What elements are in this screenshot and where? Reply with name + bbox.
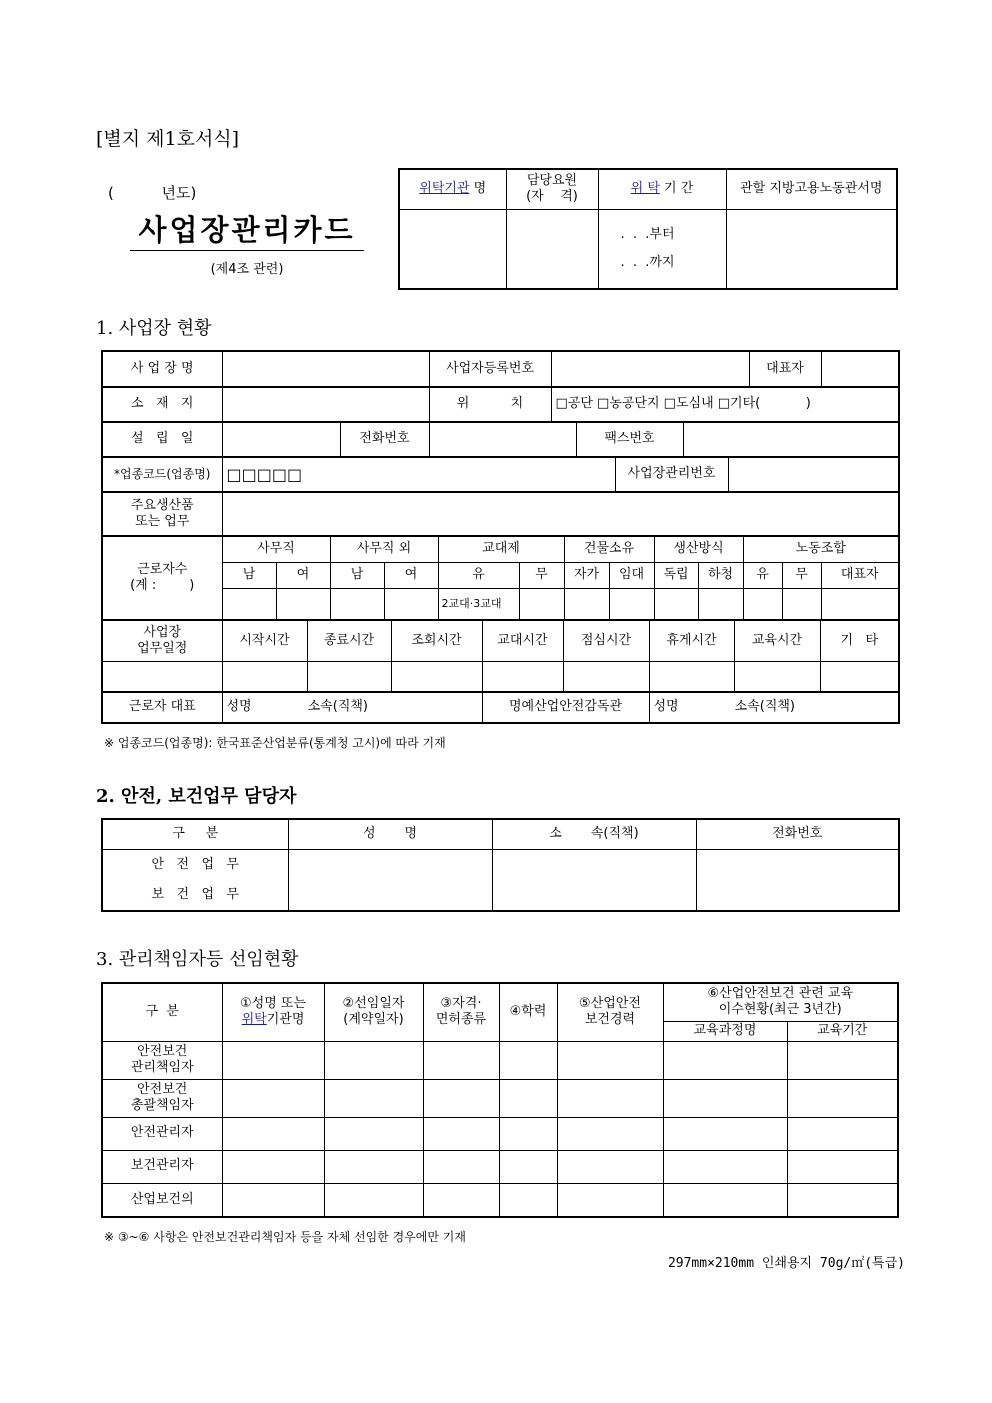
non-office-header: 사무직 외 [330, 537, 438, 563]
s1-row4 [101, 457, 900, 492]
s3-cell[interactable] [557, 1079, 663, 1117]
established-label: 설 립 일 [102, 423, 222, 457]
non-office-female: 여 [384, 563, 438, 589]
schedule-lunch: 점심시간 [563, 621, 649, 662]
s1-row2 [101, 387, 900, 422]
building-own-field[interactable] [564, 589, 609, 620]
union-header: 노동조합 [743, 537, 899, 563]
non-office-female-field[interactable] [384, 589, 438, 620]
production-independent-field[interactable] [654, 589, 698, 620]
union-rep-field[interactable] [821, 589, 899, 620]
building-rent-field[interactable] [609, 589, 654, 620]
office-female: 여 [276, 563, 330, 589]
position-options[interactable]: □공단 □농공단지 □도심내 □기타( ) [551, 388, 899, 422]
s3-cell[interactable] [324, 1117, 423, 1150]
s3-header-training: ⑥산업안전보건 관련 교육 이수현황(최근 3년간) [663, 983, 898, 1021]
s3-cell[interactable] [423, 1041, 499, 1079]
s2-header-affiliation: 소 속(직책) [492, 819, 696, 849]
union-rep: 대표자 [821, 563, 899, 589]
section1-heading: 1. 사업장 현황 [96, 318, 212, 339]
s3-cell[interactable] [663, 1150, 787, 1183]
honorary-supervisor-field[interactable]: 성명 소속(직책) [649, 693, 899, 724]
office-header: 사무직 [222, 537, 330, 563]
office-male: 남 [222, 563, 276, 589]
staff-value[interactable] [506, 209, 598, 289]
header-cell-office: 관할 지방고용노동관서명 [726, 169, 897, 209]
section2-heading: 2. 안전, 보건업무 담당자 [96, 786, 297, 807]
title-rule [130, 250, 364, 251]
s3-cell[interactable] [787, 1041, 898, 1079]
workplace-name-label: 사 업 장 명 [102, 351, 222, 387]
s3-cell[interactable] [663, 1041, 787, 1079]
industry-code-boxes[interactable]: □□□□□ [222, 458, 615, 492]
page-title: 사업장관리카드 [138, 213, 356, 247]
s3-header-course: 교육과정명 [663, 1021, 787, 1041]
s2-header-gubun: 구 분 [102, 819, 288, 849]
agency-value[interactable] [399, 209, 506, 289]
s2-name-field[interactable] [288, 849, 492, 911]
s3-header-period: 교육기간 [787, 1021, 898, 1041]
s3-cell[interactable] [557, 1183, 663, 1217]
schedule-training: 교육시간 [734, 621, 820, 662]
union-yes-field[interactable] [743, 589, 782, 620]
s3-cell[interactable] [222, 1183, 324, 1217]
s3-cell[interactable] [324, 1150, 423, 1183]
s2-header-name: 성 명 [288, 819, 492, 849]
office-value[interactable] [726, 209, 897, 289]
s3-cell[interactable] [324, 1079, 423, 1117]
page-subtitle: (제4조 관련) [210, 262, 284, 277]
workplace-mgmt-no-field[interactable] [728, 458, 899, 492]
s3-cell[interactable] [787, 1183, 898, 1217]
header-table [398, 168, 898, 290]
main-products-field[interactable] [222, 493, 899, 536]
fax-label: 팩스번호 [576, 423, 683, 457]
fax-field[interactable] [683, 423, 899, 457]
form-label: [별지 제1호서식] [96, 128, 240, 150]
s3-row-label: 산업보건의 [102, 1183, 222, 1217]
non-office-male-field[interactable] [330, 589, 384, 620]
shift-header: 교대제 [438, 537, 564, 563]
workplace-mgmt-no-label: 사업장관리번호 [615, 458, 728, 492]
schedule-shift: 교대시간 [482, 621, 563, 662]
s3-cell[interactable] [663, 1117, 787, 1150]
s3-cell[interactable] [423, 1117, 499, 1150]
main-products-label: 주요생산품 또는 업무 [102, 493, 222, 536]
production-subcontract-field[interactable] [698, 589, 743, 620]
s3-cell[interactable] [499, 1079, 557, 1117]
office-male-field[interactable] [222, 589, 276, 620]
building-header: 건물소유 [564, 537, 654, 563]
schedule-break: 휴게시간 [649, 621, 734, 662]
s1-schedule [101, 620, 900, 692]
production-header: 생산방식 [654, 537, 743, 563]
section2-table [101, 818, 900, 912]
established-field[interactable] [222, 423, 340, 457]
union-no-field[interactable] [782, 589, 821, 620]
workers-label: 근로자수 (계 : ) [102, 537, 222, 620]
location-field[interactable] [222, 388, 429, 422]
s3-header-date: ②선임일자 (계약일자) [324, 983, 423, 1041]
schedule-other-field[interactable] [820, 662, 899, 692]
header-cell-staff: 담당요원 (자 격) [506, 169, 598, 209]
paper-spec: 297mm×210mm 인쇄용지 70g/㎡(특급) [667, 1256, 905, 1271]
schedule-end: 종료시간 [307, 621, 391, 662]
period-value[interactable]: . . .부터 . . .까지 [598, 209, 726, 289]
schedule-start-field[interactable] [222, 662, 307, 692]
s3-cell[interactable] [222, 1041, 324, 1079]
s3-header-name: ①성명 또는 위탁기관명 [222, 983, 324, 1041]
s3-cell[interactable] [557, 1117, 663, 1150]
production-subcontract: 하청 [698, 563, 743, 589]
schedule-break-field[interactable] [649, 662, 734, 692]
s3-cell[interactable] [499, 1041, 557, 1079]
s3-cell[interactable] [222, 1150, 324, 1183]
s1-workers [101, 536, 900, 620]
industry-code-label: *업종코드(업종명) [102, 458, 222, 492]
s3-row-label: 안전보건 관리책임자 [102, 1041, 222, 1079]
s3-cell[interactable] [324, 1041, 423, 1079]
s3-cell[interactable] [324, 1183, 423, 1217]
s3-header-license: ③자격· 면허종류 [423, 983, 499, 1041]
production-independent: 독립 [654, 563, 698, 589]
s3-cell[interactable] [499, 1150, 557, 1183]
non-office-male: 남 [330, 563, 384, 589]
position-label: 위 치 [429, 388, 551, 422]
s3-header-education: ④학력 [499, 983, 557, 1041]
s2-phone-field[interactable] [696, 849, 899, 911]
worker-rep-label: 근로자 대표 [102, 693, 222, 724]
s3-cell[interactable] [557, 1041, 663, 1079]
section3-table [101, 982, 899, 1218]
s1-row1 [101, 350, 900, 387]
section3-heading: 3. 관리책임자등 선임현황 [96, 949, 299, 970]
phone-field[interactable] [429, 423, 576, 457]
representative-label: 대표자 [749, 351, 821, 387]
schedule-briefing-field[interactable] [391, 662, 482, 692]
s2-affiliation-field[interactable] [492, 849, 696, 911]
s3-row-label: 안전관리자 [102, 1117, 222, 1150]
s3-cell[interactable] [663, 1079, 787, 1117]
s1-row3 [101, 422, 900, 457]
phone-label: 전화번호 [340, 423, 429, 457]
location-label: 소 재 지 [102, 388, 222, 422]
biz-reg-no-label: 사업자등록번호 [429, 351, 551, 387]
s1-row5 [101, 492, 900, 536]
section1-footnote: ※ 업종코드(업종명): 한국표준산업분류(통계청 고시)에 따라 기재 [104, 736, 446, 750]
s3-cell[interactable] [499, 1183, 557, 1217]
s3-header-gubun: 구 분 [102, 983, 222, 1041]
s3-row-label: 안전보건 총괄책임자 [102, 1079, 222, 1117]
s2-header-phone: 전화번호 [696, 819, 899, 849]
schedule-blank [102, 662, 222, 692]
schedule-start: 시작시간 [222, 621, 307, 662]
biz-reg-no-field[interactable] [551, 351, 749, 387]
s3-cell[interactable] [499, 1117, 557, 1150]
schedule-other: 기 타 [820, 621, 899, 662]
header-cell-agency: 위탁기관 명 [399, 169, 506, 209]
schedule-training-field[interactable] [734, 662, 820, 692]
year-label: ( 년도) [108, 184, 197, 202]
s3-cell[interactable] [663, 1183, 787, 1217]
schedule-lunch-field[interactable] [563, 662, 649, 692]
office-female-field[interactable] [276, 589, 330, 620]
s3-cell[interactable] [222, 1079, 324, 1117]
s3-row-label: 보건관리자 [102, 1150, 222, 1183]
header-cell-period: 위 탁 기 간 [598, 169, 726, 209]
representative-field[interactable] [821, 351, 899, 387]
schedule-briefing: 조회시간 [391, 621, 482, 662]
s3-cell[interactable] [423, 1150, 499, 1183]
shift-no: 무 [519, 563, 564, 589]
honorary-supervisor-label: 명예산업안전감독관 [482, 693, 649, 724]
schedule-label: 사업장 업무일정 [102, 621, 222, 662]
shift-no-field[interactable] [519, 589, 564, 620]
s2-row-labels: 안 전 업 무 보 건 업 무 [102, 849, 288, 911]
building-rent: 임대 [609, 563, 654, 589]
s3-cell[interactable] [787, 1079, 898, 1117]
schedule-end-field[interactable] [307, 662, 391, 692]
s3-cell[interactable] [787, 1150, 898, 1183]
union-yes: 유 [743, 563, 782, 589]
union-no: 무 [782, 563, 821, 589]
s3-header-career: ⑤산업안전 보건경력 [557, 983, 663, 1041]
worker-rep-field[interactable]: 성명 소속(직책) [222, 693, 482, 724]
schedule-shift-field[interactable] [482, 662, 563, 692]
s1-representatives [101, 692, 900, 724]
s3-cell[interactable] [423, 1079, 499, 1117]
building-own: 자가 [564, 563, 609, 589]
shift-note[interactable]: 2교대·3교대 [438, 589, 519, 620]
s3-cell[interactable] [787, 1117, 898, 1150]
shift-yes: 유 [438, 563, 519, 589]
section3-footnote: ※ ③~⑥ 사항은 안전보건관리책임자 등을 자체 선임한 경우에만 기재 [104, 1230, 466, 1244]
workplace-name-field[interactable] [222, 351, 429, 387]
s3-cell[interactable] [557, 1150, 663, 1183]
s3-cell[interactable] [423, 1183, 499, 1217]
s3-cell[interactable] [222, 1117, 324, 1150]
